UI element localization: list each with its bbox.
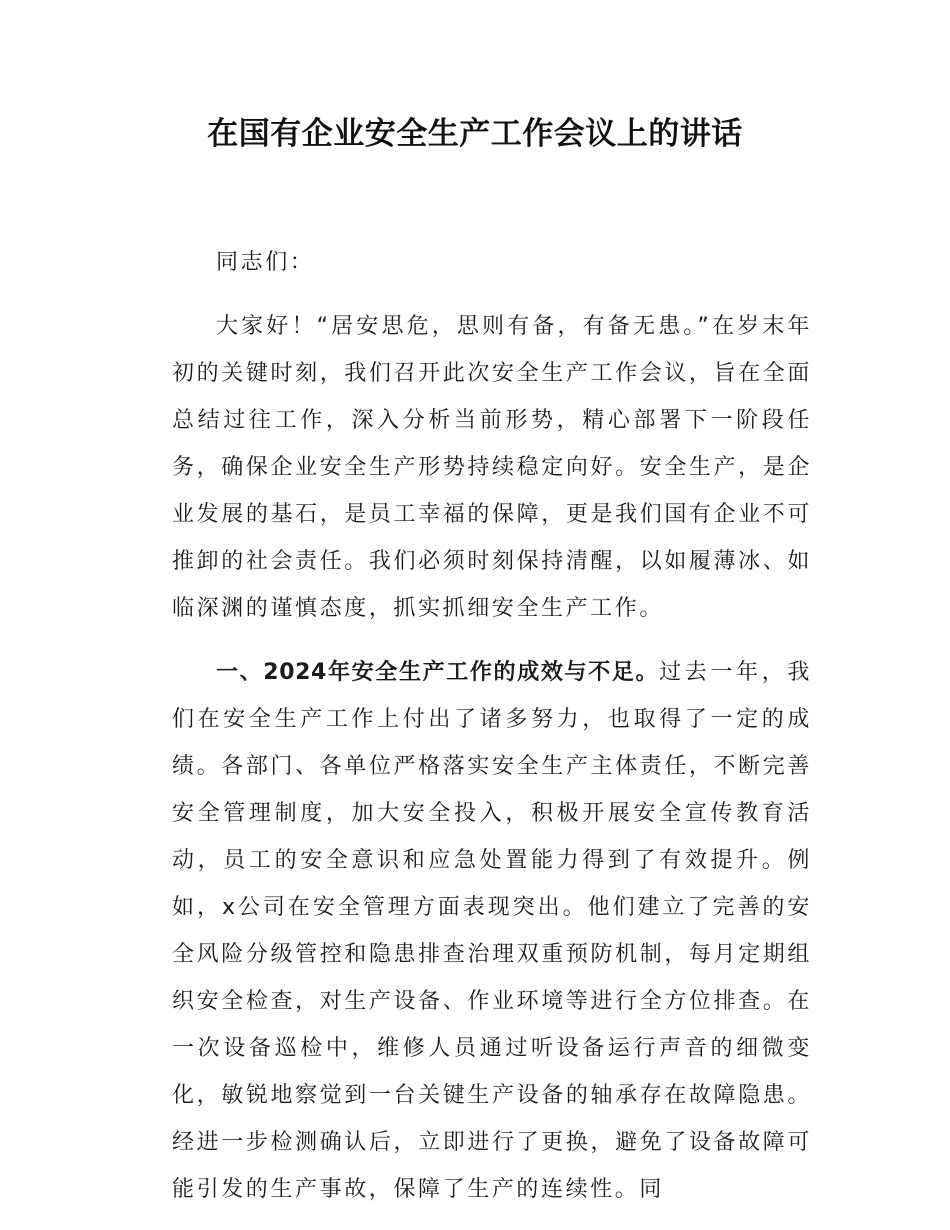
document-title: 在国有企业安全生产工作会议上的讲话 (207, 116, 743, 152)
paragraph-section-1 (172, 649, 812, 1213)
salutation: 同志们： (216, 250, 315, 275)
paragraph-intro: 大家好！“居安思危，思则有备，有备无患。”在岁末年初的关键时刻，我们召开此次安全生产工作会议，旨在全面总结过往工作，深入分析当前形势，精心部署下一阶段任务，确保企业安全生产形势持续稳定向好。安全生产，是企业发展的基石，是员工幸福的保障，更是我们国有企业不可推卸的社会责任。我们必须时刻保持清醒，以如履薄冰、如临深渊的谨慎态度，抓实抓细安全生产工作。 (172, 314, 812, 621)
section-heading: 一、2024年安全生产工作的成效与不足。 (216, 660, 660, 685)
document-body (172, 239, 812, 1230)
section-text: 过去一年，我们在安全生产工作上付出了诸多努力，也取得了一定的成绩。各部门、各单位严格落实安全生产主体责任，不断完善安全管理制度，加大安全投入，积极开展安全宣传教育活动，员工的安全意识和应急处置能力得到了有效提升。例如，x公司在安全管理方面表现突出。他们建立了完善的安全风险分级管控和隐患排查治理双重预防机制，每月定期组织安全检查，对生产设备、作业环境等进行全方位排查。在一次设备巡检中，维修人员通过听设备运行声音的细微变化，敏锐地察觉到一台关键生产设备的轴承存在故障隐患。经进一步检测确认后，立即进行了更换，避免了设备故障可能引发的生产事故，保障了生产的连续性。同 (172, 660, 812, 1202)
